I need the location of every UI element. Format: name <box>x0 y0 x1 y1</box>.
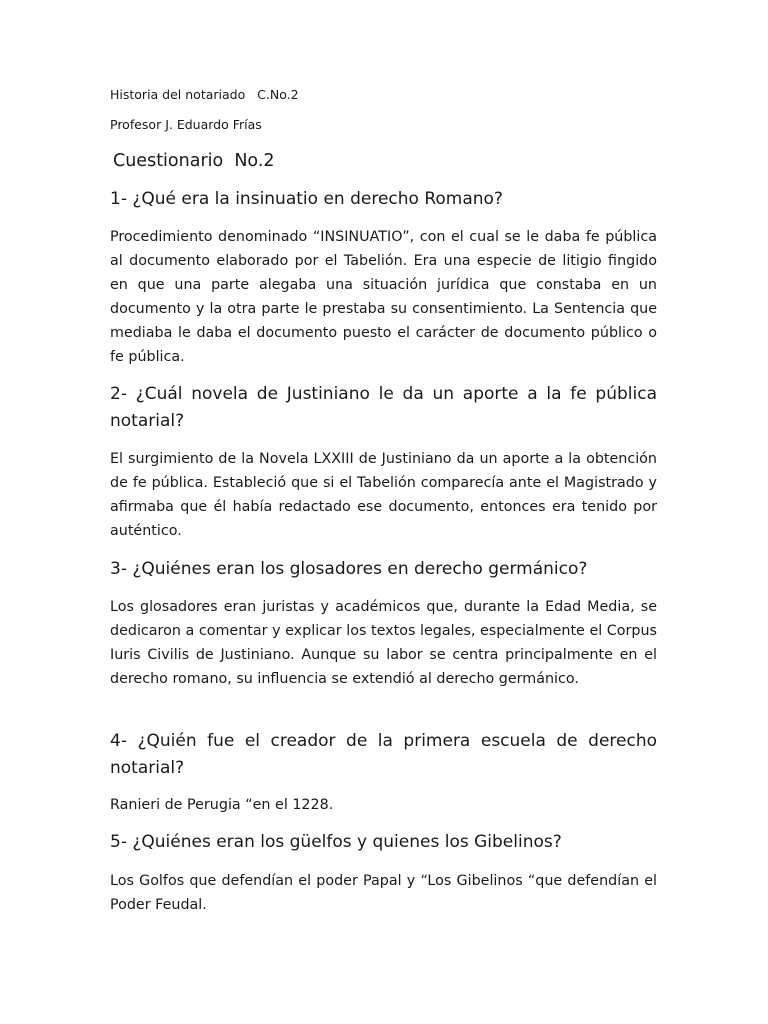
question-2: 2- ¿Cuál novela de Justiniano le da un aporte a la fe pública notarial? <box>110 384 657 431</box>
question-3: 3- ¿Quiénes eran los glosadores en derecho germánico? <box>110 559 588 579</box>
question-1: 1- ¿Qué era la insinuatio en derecho Romano? <box>110 189 503 209</box>
answer-2: El surgimiento de la Novela LXXIII de Justiniano da un aporte a la obtención de fe pública. Estableció que si el Tabelión comparecía ante el Magistrado y afirmaba que él había redactado ese documento, entonces era tenido por auténtico. <box>110 451 657 539</box>
answer-5: Los Golfos que defendían el poder Papal y “Los Gibelinos “que defendían el Poder Feudal. <box>110 873 657 913</box>
answer-1: Procedimiento denominado “INSINUATIO”, con el cual se le daba fe pública al documento elaborado por el Tabelión. Era una especie de litigio fingido en que una parte alegaba una situación jurídica que constaba en un documento y la otra parte le prestaba su consentimiento. La Sentencia que mediaba le daba el documento puesto el carácter de documento público o fe pública. <box>110 229 657 365</box>
answer-3: Los glosadores eran juristas y académicos que, durante la Edad Media, se dedicaron a comentar y explicar los textos legales, especialmente el Corpus Iuris Civilis de Justiniano. Aunque su labor se centra principalmente en el derecho romano, su influencia se extendió al derecho germánico. <box>110 599 657 687</box>
questionnaire-title: Cuestionario No.2 <box>113 151 275 171</box>
course-header: Historia del notariado C.No.2 <box>110 87 299 102</box>
answer-4: Ranieri de Perugia “en el 1228. <box>110 797 334 813</box>
question-4: 4- ¿Quién fue el creador de la primera escuela de derecho notarial? <box>110 731 657 778</box>
professor-line: Profesor J. Eduardo Frías <box>110 117 262 132</box>
question-5: 5- ¿Quiénes eran los güelfos y quienes los Gibelinos? <box>110 832 562 852</box>
